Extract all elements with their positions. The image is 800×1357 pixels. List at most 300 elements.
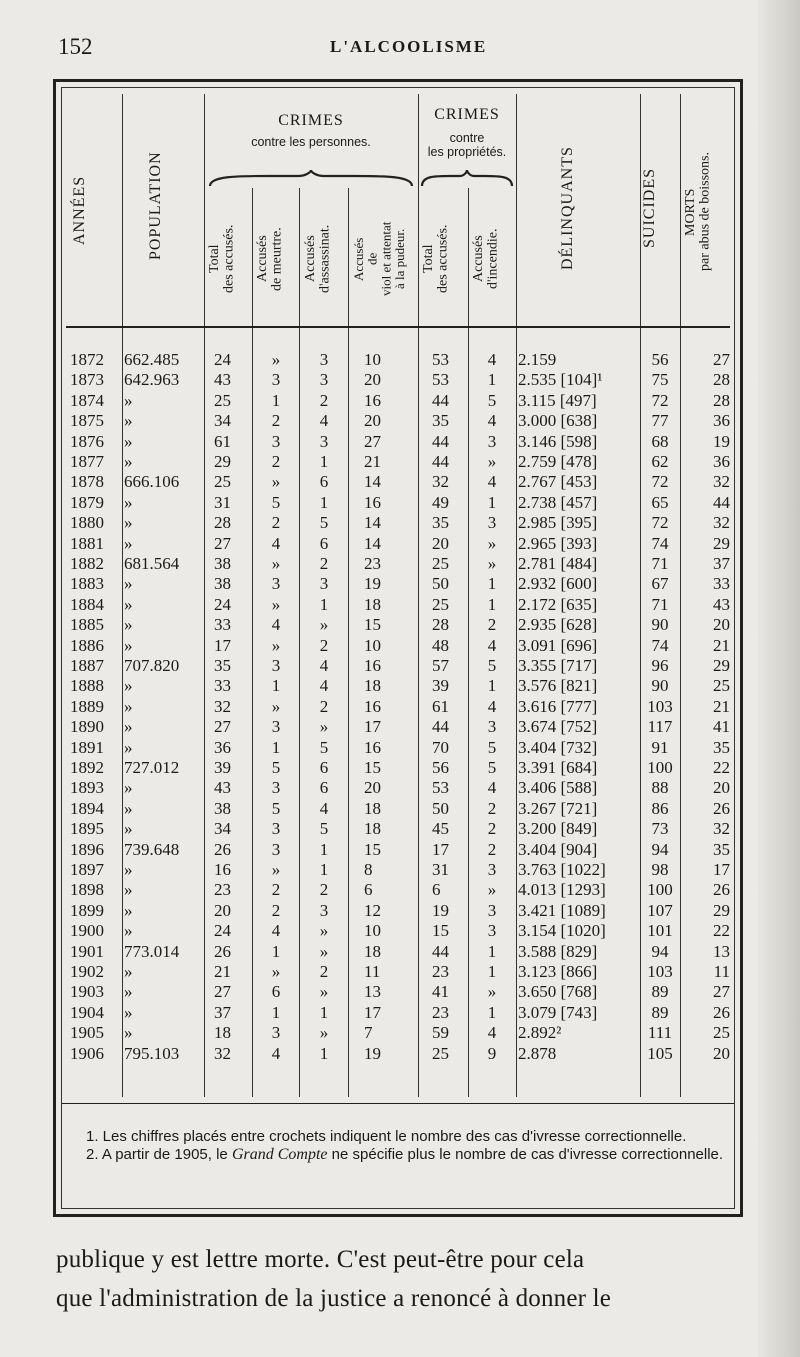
- table-row: [62, 799, 734, 819]
- cell-viol: 20: [364, 411, 381, 431]
- cell-morts: 43: [713, 594, 730, 614]
- header-annees: ANNÉES: [71, 175, 88, 245]
- cell-meurtre: 5: [271, 492, 281, 512]
- cell-viol: 15: [364, 839, 381, 859]
- cell-prop-total: 50: [432, 798, 449, 818]
- cell-annee: 1881: [70, 533, 104, 553]
- cell-meurtre: »: [271, 860, 281, 879]
- cell-assassinat: 6: [319, 758, 329, 777]
- footnotes: [86, 1128, 726, 1164]
- cell-assassinat: 6: [319, 472, 329, 492]
- cell-suicides: 72: [651, 472, 669, 492]
- header-crimes-personnes-sub: contre les personnes.: [251, 135, 371, 149]
- cell-viol: 15: [364, 615, 381, 635]
- cell-population: »: [124, 513, 133, 533]
- cell-viol: 18: [364, 594, 381, 614]
- cell-total-accuses: 38: [214, 554, 231, 573]
- cell-viol: 12: [364, 900, 381, 920]
- cell-morts: 25: [713, 676, 730, 696]
- cell-total-accuses: 43: [214, 370, 231, 390]
- running-head: [0, 34, 800, 64]
- cell-delinquants: 2.781 [484]: [518, 554, 598, 573]
- cell-population: »: [124, 594, 133, 614]
- cell-meurtre: 3: [271, 717, 281, 737]
- cell-annee: 1883: [70, 574, 104, 594]
- cell-morts: 37: [713, 554, 730, 573]
- cell-annee: 1878: [70, 472, 104, 492]
- cell-suicides: 96: [651, 656, 669, 675]
- cell-incendie: »: [487, 982, 497, 1002]
- cell-delinquants: 2.878: [518, 1043, 557, 1063]
- cell-morts: 35: [713, 737, 730, 757]
- cell-morts: 21: [713, 635, 730, 655]
- cell-suicides: 75: [651, 370, 669, 390]
- cell-meurtre: »: [271, 472, 281, 492]
- cell-suicides: 111: [647, 1023, 673, 1043]
- cell-population: 739.648: [124, 839, 180, 859]
- table-row: [62, 901, 734, 921]
- cell-delinquants: 3.674 [752]: [518, 717, 598, 737]
- table-row: [62, 432, 734, 452]
- cell-meurtre: 2: [271, 900, 281, 920]
- cell-morts: 41: [713, 717, 730, 737]
- cell-suicides: 100: [647, 880, 673, 900]
- cell-incendie: 1: [487, 594, 497, 614]
- cell-delinquants: 3.267 [721]: [518, 798, 598, 818]
- cell-suicides: 117: [647, 717, 673, 737]
- cell-incendie: 1: [487, 370, 497, 390]
- cell-meurtre: »: [271, 554, 281, 573]
- cell-delinquants: 3.406 [588]: [518, 778, 598, 798]
- cell-total-accuses: 23: [214, 880, 231, 900]
- body-text-line-1: publique y est lettre morte. C'est peut-être pour cela: [56, 1246, 585, 1273]
- footnote-separator-rule: [62, 1103, 734, 1104]
- cell-assassinat: 1: [319, 452, 329, 471]
- cell-assassinat: 5: [319, 737, 329, 757]
- running-title: L'ALCOOLISME: [330, 37, 488, 56]
- cell-suicides: 94: [651, 839, 669, 859]
- cell-population: »: [124, 778, 133, 798]
- cell-viol: 16: [364, 656, 381, 675]
- cell-delinquants: 3.115 [497]: [518, 390, 597, 410]
- table-row: [62, 656, 734, 676]
- cell-assassinat: 1: [319, 492, 329, 512]
- cell-assassinat: 1: [319, 1002, 329, 1022]
- cell-annee: 1893: [70, 778, 104, 798]
- cell-morts: 29: [713, 533, 730, 553]
- cell-population: 681.564: [124, 554, 180, 573]
- cell-annee: 1897: [70, 860, 104, 879]
- cell-meurtre: 2: [271, 411, 281, 431]
- cell-annee: 1872: [70, 350, 104, 369]
- cell-incendie: 1: [487, 941, 497, 961]
- cell-total-accuses: 27: [214, 982, 231, 1002]
- cell-suicides: 91: [651, 737, 669, 757]
- cell-viol: 20: [364, 370, 381, 390]
- cell-morts: 27: [713, 350, 730, 369]
- cell-assassinat: »: [319, 1023, 329, 1043]
- cell-delinquants: 3.200 [849]: [518, 819, 598, 839]
- header-prop-total-accuses: Total des accusés.: [421, 224, 451, 294]
- table-row: [62, 472, 734, 492]
- cell-total-accuses: 35: [214, 656, 231, 675]
- cell-total-accuses: 38: [214, 798, 231, 818]
- cell-meurtre: 3: [271, 431, 281, 451]
- cell-assassinat: 2: [319, 635, 329, 655]
- cell-population: 795.103: [124, 1043, 180, 1063]
- cell-viol: 20: [364, 778, 381, 798]
- cell-total-accuses: 37: [214, 1002, 231, 1022]
- header-total-accuses: Total des accusés.: [207, 224, 237, 294]
- cell-suicides: 107: [647, 900, 673, 920]
- cell-annee: 1896: [70, 839, 104, 859]
- cell-assassinat: 2: [319, 696, 329, 716]
- cell-incendie: 4: [487, 778, 497, 798]
- cell-viol: 11: [364, 962, 381, 981]
- cell-annee: 1900: [70, 921, 104, 941]
- cell-prop-total: 6: [432, 880, 441, 900]
- cell-total-accuses: 24: [214, 594, 231, 614]
- cell-meurtre: 6: [271, 982, 281, 1002]
- cell-assassinat: 4: [319, 656, 329, 675]
- cell-prop-total: 41: [432, 982, 449, 1002]
- cell-assassinat: 1: [319, 860, 329, 879]
- table-row: [62, 452, 734, 472]
- cell-annee: 1885: [70, 615, 104, 635]
- cell-annee: 1887: [70, 656, 104, 675]
- cell-prop-total: 28: [432, 615, 449, 635]
- table-row: [62, 982, 734, 1002]
- cell-incendie: 4: [487, 350, 497, 369]
- cell-total-accuses: 24: [214, 921, 231, 941]
- cell-population: 727.012: [124, 758, 180, 777]
- header-suicides: SUICIDES: [641, 168, 658, 249]
- table-row: [62, 513, 734, 533]
- cell-suicides: 90: [651, 676, 669, 696]
- cell-meurtre: 3: [271, 819, 281, 839]
- table-row: [62, 574, 734, 594]
- cell-total-accuses: 27: [214, 533, 231, 553]
- cell-assassinat: »: [319, 941, 329, 961]
- cell-viol: 10: [364, 921, 381, 941]
- cell-viol: 17: [364, 717, 381, 737]
- body-text-line-2: que l'administration de la justice a renoncé à donner le: [56, 1285, 612, 1312]
- cell-total-accuses: 34: [214, 819, 231, 839]
- table-row: [62, 840, 734, 860]
- cell-morts: 13: [713, 941, 730, 961]
- cell-total-accuses: 33: [214, 615, 231, 635]
- cell-delinquants: 2.535 [104]¹: [518, 370, 603, 390]
- cell-meurtre: »: [271, 696, 281, 716]
- cell-delinquants: 2.932 [600]: [518, 574, 598, 594]
- cell-suicides: 90: [651, 615, 669, 635]
- cell-population: »: [124, 696, 133, 716]
- cell-annee: 1877: [70, 452, 104, 471]
- cell-total-accuses: 25: [214, 390, 231, 410]
- cell-annee: 1876: [70, 431, 104, 451]
- table-row: [62, 554, 734, 574]
- table-row: [62, 778, 734, 798]
- table-row: [62, 1023, 734, 1043]
- cell-total-accuses: 20: [214, 900, 231, 920]
- cell-population: 707.820: [124, 656, 180, 675]
- cell-prop-total: 50: [432, 574, 449, 594]
- cell-assassinat: »: [319, 921, 329, 941]
- cell-suicides: 89: [651, 1002, 669, 1022]
- cell-annee: 1873: [70, 370, 104, 390]
- header-accuses-meurtre: Accusés de meurtre.: [255, 227, 285, 291]
- cell-annee: 1884: [70, 594, 104, 614]
- cell-delinquants: 2.159: [518, 350, 557, 369]
- table-row: [62, 595, 734, 615]
- cell-total-accuses: 26: [214, 941, 231, 961]
- cell-annee: 1898: [70, 880, 104, 900]
- cell-total-accuses: 39: [214, 758, 231, 777]
- cell-incendie: 2: [487, 819, 497, 839]
- table-row: [62, 819, 734, 839]
- cell-incendie: 3: [487, 513, 497, 533]
- cell-assassinat: 3: [319, 431, 329, 451]
- cell-suicides: 73: [651, 819, 669, 839]
- cell-suicides: 67: [651, 574, 669, 594]
- cell-annee: 1889: [70, 696, 104, 716]
- cell-incendie: 3: [487, 921, 497, 941]
- cell-population: 642.963: [124, 370, 180, 390]
- cell-viol: 14: [364, 472, 381, 492]
- table-row: [62, 370, 734, 390]
- cell-morts: 35: [713, 839, 730, 859]
- cell-viol: 18: [364, 819, 381, 839]
- cell-annee: 1903: [70, 982, 104, 1002]
- cell-delinquants: 3.079 [743]: [518, 1002, 598, 1022]
- cell-morts: 26: [713, 880, 730, 900]
- cell-assassinat: 4: [319, 798, 329, 818]
- cell-delinquants: 3.650 [768]: [518, 982, 598, 1002]
- cell-population: »: [124, 635, 133, 655]
- cell-total-accuses: 32: [214, 696, 231, 716]
- cell-morts: 29: [713, 900, 730, 920]
- cell-prop-total: 44: [432, 431, 449, 451]
- header-population: POPULATION: [147, 151, 164, 261]
- cell-prop-total: 23: [432, 1002, 449, 1022]
- cell-incendie: 3: [487, 717, 497, 737]
- cell-meurtre: 1: [271, 1002, 281, 1022]
- cell-total-accuses: 21: [214, 962, 231, 981]
- cell-delinquants: 2.965 [393]: [518, 533, 598, 553]
- cell-prop-total: 44: [432, 941, 449, 961]
- cell-assassinat: 3: [319, 350, 329, 369]
- table-row: [62, 391, 734, 411]
- cell-population: »: [124, 533, 133, 553]
- cell-meurtre: 2: [271, 880, 281, 900]
- header-morts: MORTS par abus de boissons.: [683, 152, 713, 272]
- cell-viol: 6: [364, 880, 373, 900]
- cell-annee: 1906: [70, 1043, 104, 1063]
- table-inner-border: [61, 87, 735, 1209]
- cell-total-accuses: 17: [214, 635, 231, 655]
- cell-incendie: 4: [487, 635, 497, 655]
- table-row: [62, 350, 734, 370]
- cell-suicides: 98: [651, 860, 669, 879]
- table-row: [62, 921, 734, 941]
- cell-delinquants: 3.588 [829]: [518, 941, 598, 961]
- header-crimes-proprietes-sub: contre les propriétés.: [427, 131, 507, 159]
- cell-meurtre: »: [271, 962, 281, 981]
- header-accuses-assassinat: Accusés d'assassinat.: [303, 224, 333, 294]
- cell-annee: 1890: [70, 717, 104, 737]
- cell-viol: 16: [364, 390, 381, 410]
- cell-meurtre: 3: [271, 370, 281, 390]
- cell-prop-total: 53: [432, 350, 449, 369]
- cell-annee: 1895: [70, 819, 104, 839]
- cell-morts: 27: [713, 982, 730, 1002]
- cell-viol: 8: [364, 860, 373, 879]
- cell-viol: 16: [364, 696, 381, 716]
- table-row: [62, 758, 734, 778]
- cell-assassinat: »: [319, 717, 329, 737]
- cell-prop-total: 48: [432, 635, 449, 655]
- cell-meurtre: 1: [271, 941, 281, 961]
- cell-delinquants: 3.576 [821]: [518, 676, 598, 696]
- cell-prop-total: 20: [432, 533, 449, 553]
- cell-assassinat: 2: [319, 962, 329, 981]
- cell-prop-total: 31: [432, 860, 449, 879]
- cell-meurtre: »: [271, 350, 281, 369]
- cell-suicides: 68: [651, 431, 669, 451]
- cell-assassinat: »: [319, 982, 329, 1002]
- cell-prop-total: 57: [432, 656, 449, 675]
- cell-population: »: [124, 1023, 133, 1043]
- header-accuses-incendie: Accusés d'incendie.: [471, 228, 501, 290]
- cell-viol: 18: [364, 798, 381, 818]
- cell-annee: 1894: [70, 798, 104, 818]
- cell-morts: 22: [713, 758, 730, 777]
- cell-viol: 14: [364, 533, 381, 553]
- cell-annee: 1891: [70, 737, 104, 757]
- cell-population: »: [124, 962, 133, 981]
- table-row: [62, 717, 734, 737]
- cell-viol: 7: [364, 1023, 373, 1043]
- cell-population: »: [124, 880, 133, 900]
- table-row: [62, 942, 734, 962]
- cell-population: »: [124, 574, 133, 594]
- cell-meurtre: 3: [271, 574, 281, 594]
- cell-morts: 17: [713, 860, 730, 879]
- cell-suicides: 56: [651, 350, 669, 369]
- cell-population: »: [124, 860, 133, 879]
- cell-viol: 27: [364, 431, 381, 451]
- cell-prop-total: 32: [432, 472, 449, 492]
- cell-delinquants: 3.123 [866]: [518, 962, 598, 981]
- cell-total-accuses: 32: [214, 1043, 231, 1063]
- cell-suicides: 65: [651, 492, 669, 512]
- cell-delinquants: 3.154 [1020]: [518, 921, 606, 941]
- cell-population: »: [124, 921, 133, 941]
- table-row: [62, 636, 734, 656]
- cell-morts: 29: [713, 656, 730, 675]
- cell-morts: 19: [713, 431, 730, 451]
- cell-meurtre: 3: [271, 778, 281, 798]
- cell-prop-total: 44: [432, 452, 449, 471]
- cell-meurtre: 2: [271, 513, 281, 533]
- cell-total-accuses: 31: [214, 492, 231, 512]
- cell-delinquants: 3.000 [638]: [518, 411, 598, 431]
- cell-annee: 1905: [70, 1023, 104, 1043]
- cell-total-accuses: 26: [214, 839, 231, 859]
- cell-incendie: 9: [487, 1043, 497, 1063]
- header-delinquants: DÉLINQUANTS: [559, 146, 576, 270]
- cell-incendie: 1: [487, 492, 497, 512]
- cell-morts: 25: [713, 1023, 730, 1043]
- cell-assassinat: 3: [319, 370, 329, 390]
- cell-viol: 16: [364, 492, 381, 512]
- page-edge-shadow: [758, 0, 800, 1357]
- cell-total-accuses: 33: [214, 676, 231, 696]
- cell-assassinat: 4: [319, 411, 329, 431]
- table-row: [62, 615, 734, 635]
- cell-suicides: 74: [651, 533, 669, 553]
- cell-delinquants: 2.767 [453]: [518, 472, 598, 492]
- cell-annee: 1886: [70, 635, 104, 655]
- table-row: [62, 493, 734, 513]
- cell-total-accuses: 18: [214, 1023, 231, 1043]
- cell-viol: 10: [364, 635, 381, 655]
- cell-incendie: 5: [487, 656, 497, 675]
- header-crimes-personnes: CRIMES: [278, 112, 344, 129]
- cell-annee: 1904: [70, 1002, 104, 1022]
- cell-annee: 1899: [70, 900, 104, 920]
- cell-delinquants: 2.985 [395]: [518, 513, 598, 533]
- cell-meurtre: 1: [271, 390, 281, 410]
- cell-suicides: 105: [647, 1043, 673, 1063]
- cell-delinquants: 2.738 [457]: [518, 492, 598, 512]
- cell-annee: 1874: [70, 390, 104, 410]
- cell-population: »: [124, 615, 133, 635]
- cell-assassinat: 3: [319, 900, 329, 920]
- cell-suicides: 72: [651, 390, 669, 410]
- table-row: [62, 411, 734, 431]
- cell-viol: 15: [364, 758, 381, 777]
- cell-meurtre: 5: [271, 758, 281, 777]
- cell-meurtre: »: [271, 635, 281, 655]
- cell-meurtre: 3: [271, 1023, 281, 1043]
- cell-prop-total: 17: [432, 839, 449, 859]
- cell-incendie: 2: [487, 798, 497, 818]
- cell-assassinat: 2: [319, 880, 329, 900]
- cell-delinquants: 3.763 [1022]: [518, 860, 606, 879]
- cell-meurtre: 4: [271, 921, 281, 941]
- cell-delinquants: 2.892²: [518, 1023, 562, 1043]
- cell-incendie: 4: [487, 1023, 497, 1043]
- cell-prop-total: 39: [432, 676, 449, 696]
- cell-incendie: 4: [487, 696, 497, 716]
- cell-prop-total: 49: [432, 492, 449, 512]
- cell-prop-total: 25: [432, 594, 449, 614]
- cell-morts: 36: [713, 452, 730, 471]
- cell-delinquants: 2.935 [628]: [518, 615, 598, 635]
- table-row: [62, 738, 734, 758]
- cell-prop-total: 23: [432, 962, 449, 981]
- cell-assassinat: 3: [319, 574, 329, 594]
- cell-annee: 1882: [70, 554, 104, 573]
- cell-suicides: 71: [651, 554, 669, 573]
- cell-meurtre: 4: [271, 533, 281, 553]
- cell-annee: 1901: [70, 941, 104, 961]
- header-crimes-proprietes: CRIMES: [434, 106, 500, 123]
- cell-delinquants: 3.404 [732]: [518, 737, 598, 757]
- cell-delinquants: 2.172 [635]: [518, 594, 598, 614]
- cell-suicides: 86: [651, 798, 669, 818]
